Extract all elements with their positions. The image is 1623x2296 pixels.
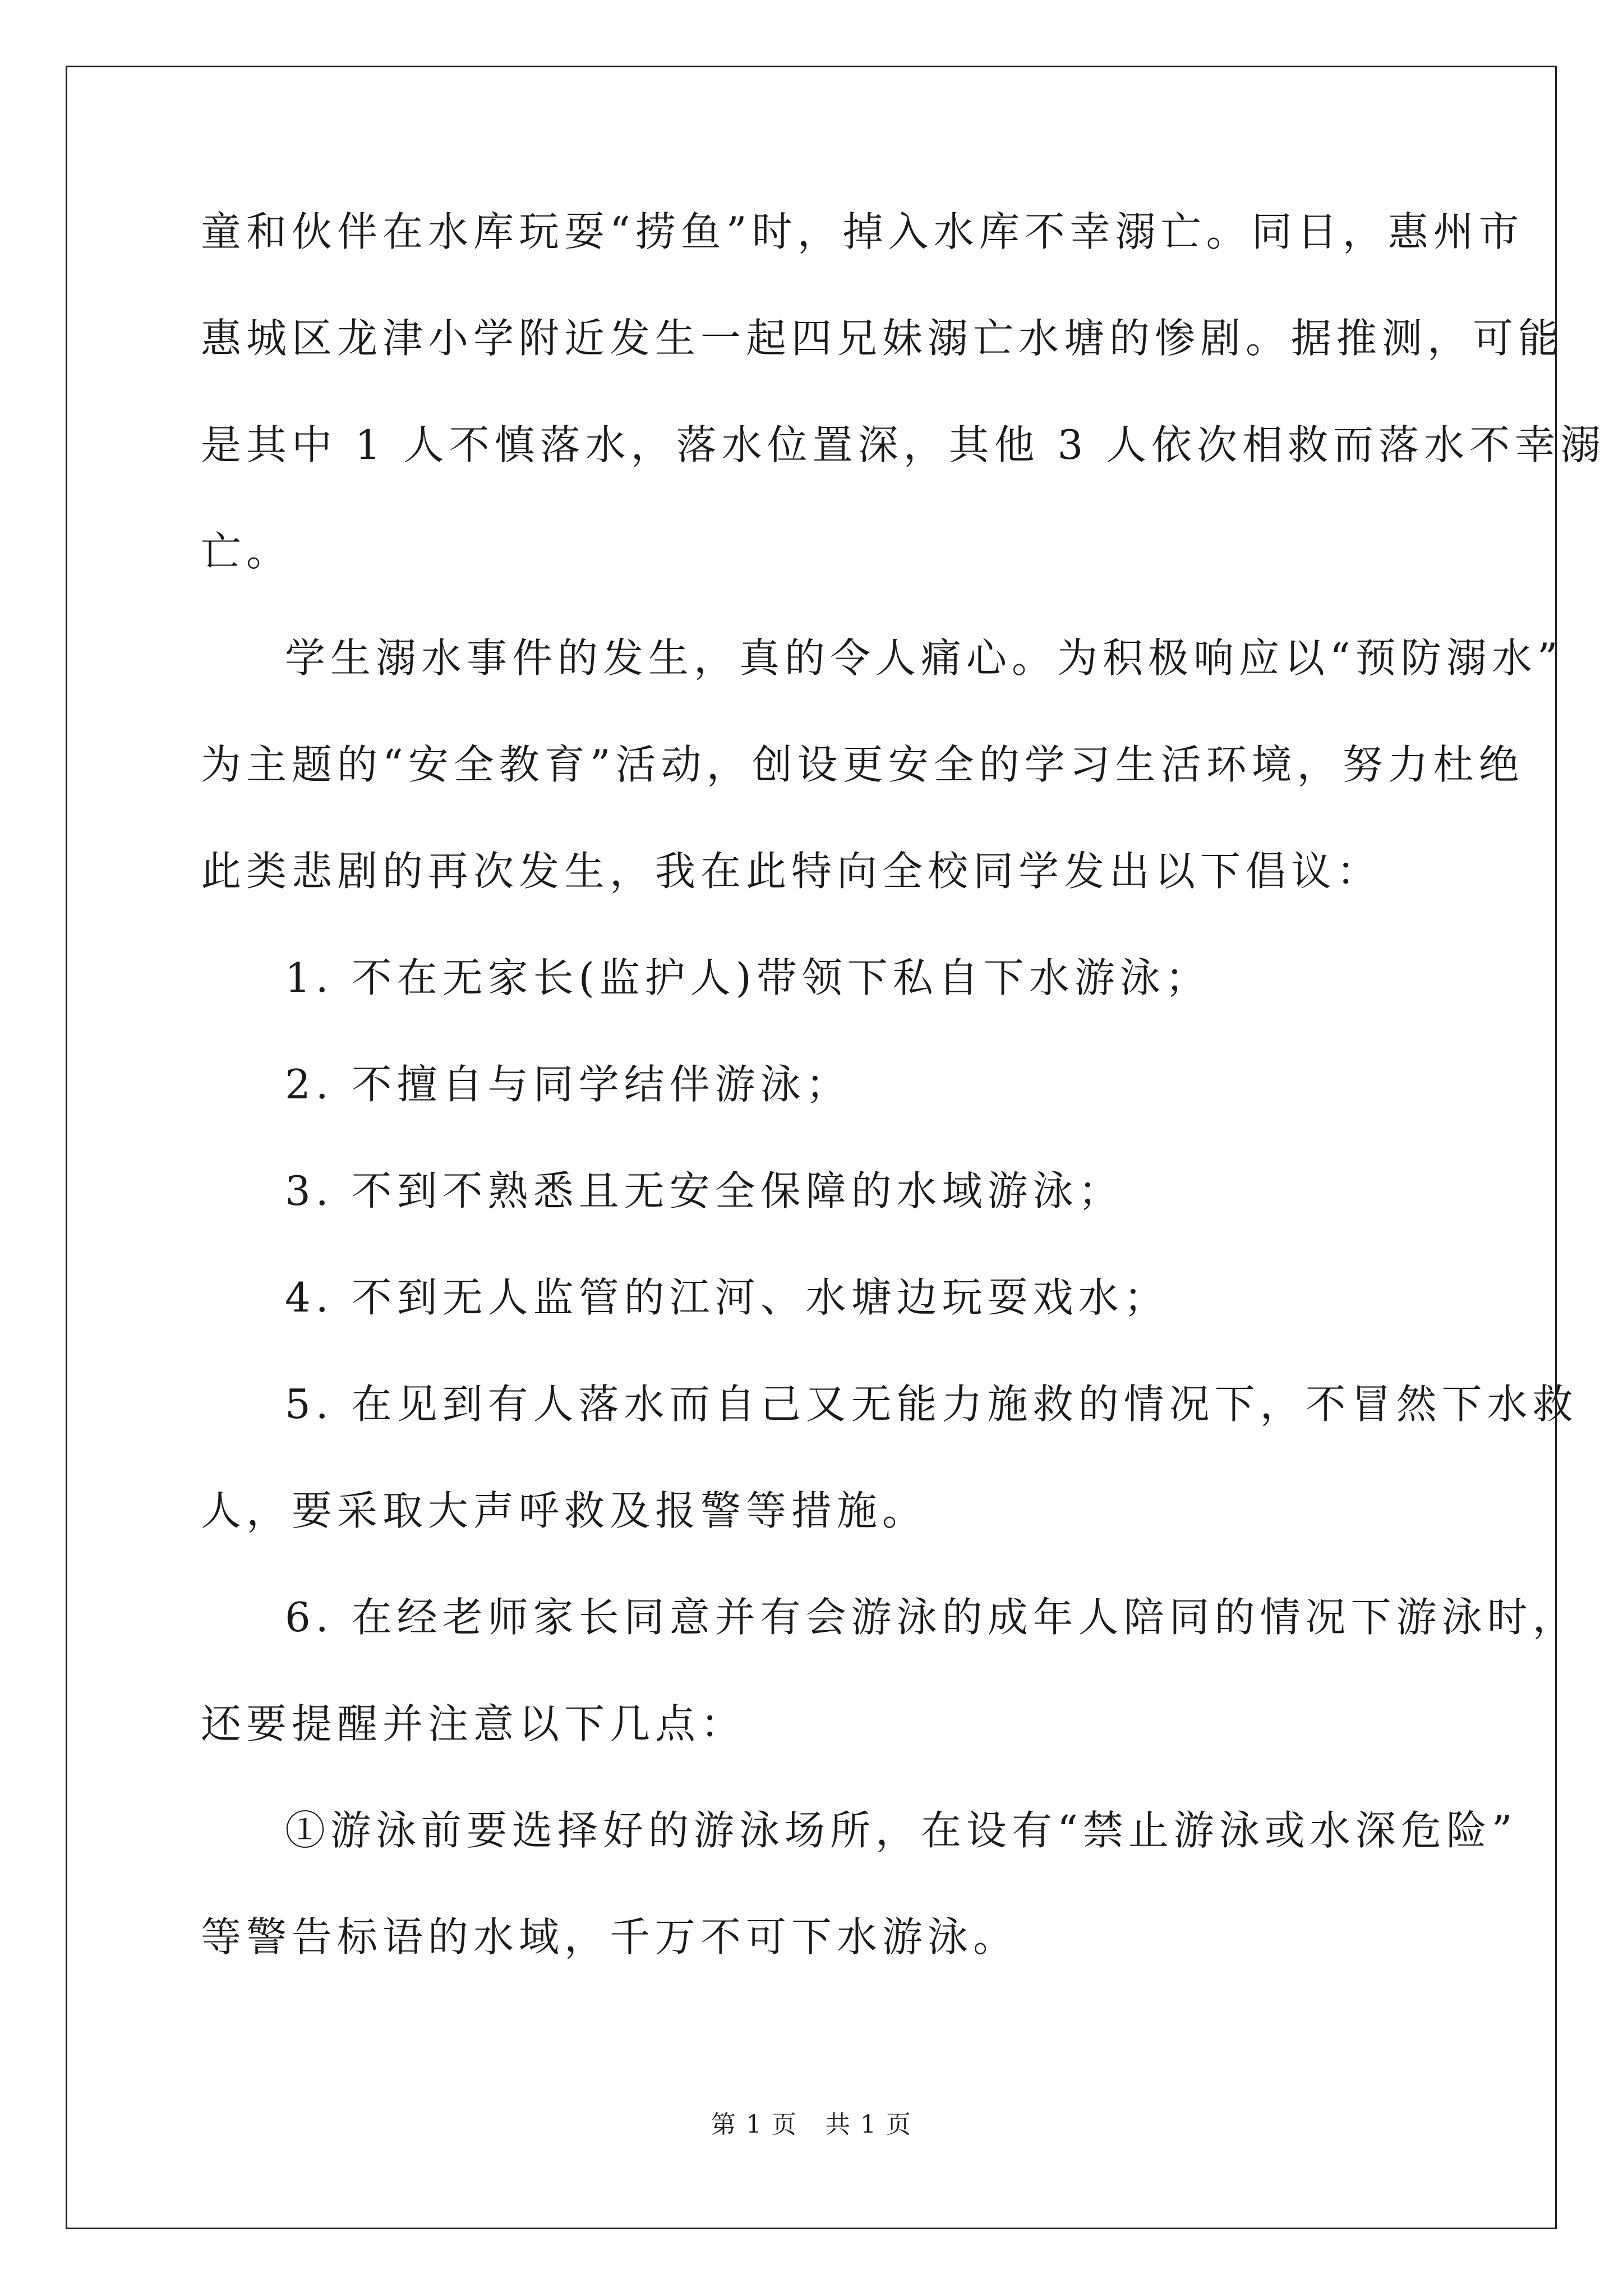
page-footer: [0, 2109, 1623, 2141]
list-item-5-continued: 人，要采取大声呼救及报警等措施。: [201, 1487, 928, 1534]
sub-item-1: ①游泳前要选择好的游泳场所，在设有“禁止游泳或水深危险”: [285, 1807, 1518, 1854]
text-line: 童和伙伴在水库玩耍“捞鱼”时，掉入水库不幸溺亡。同日，惠州市: [201, 208, 1524, 255]
page-total: 共 1 页: [826, 2110, 912, 2139]
document-body: [201, 205, 1606, 2017]
page-number: 第 1 页: [711, 2110, 797, 2139]
list-item-6: 6. 在经老师家长同意并有会游泳的成年人陪同的情况下游泳时，: [285, 1594, 1578, 1641]
list-item-3: 3. 不到不熟悉且无安全保障的水域游泳；: [285, 1167, 1124, 1214]
list-item-4: 4. 不到无人监管的江河、水塘边玩耍戏水；: [285, 1274, 1169, 1321]
paragraph-start-line: 学生溺水事件的发生，真的令人痛心。为积极响应以“预防溺水”: [285, 634, 1563, 682]
list-item-2: 2. 不擅自与同学结伴游泳；: [285, 1061, 851, 1108]
list-item-6-continued: 还要提醒并注意以下几点：: [201, 1700, 746, 1747]
list-item-1: 1. 不在无家长(监护人)带领下私自下水游泳；: [285, 954, 1211, 1001]
sub-item-1-continued: 等警告标语的水域，千万不可下水游泳。: [201, 1913, 1019, 1961]
list-item-5: 5. 在见到有人落水而自己又无能力施救的情况下，不冒然下水救: [285, 1381, 1578, 1428]
text-line: 是其中 1 人不慎落水，落水位置深，其他 3 人依次相救而落水不幸溺: [201, 421, 1606, 468]
text-line: 为主题的“安全教育”活动，创设更安全的学习生活环境，努力杜绝: [201, 741, 1524, 788]
text-line: 亡。: [201, 528, 292, 575]
text-line: 惠城区龙津小学附近发生一起四兄妹溺亡水塘的惨剧。据推测，可能: [201, 315, 1564, 362]
text-line: 此类悲剧的再次发生，我在此特向全校同学发出以下倡议：: [201, 848, 1382, 895]
